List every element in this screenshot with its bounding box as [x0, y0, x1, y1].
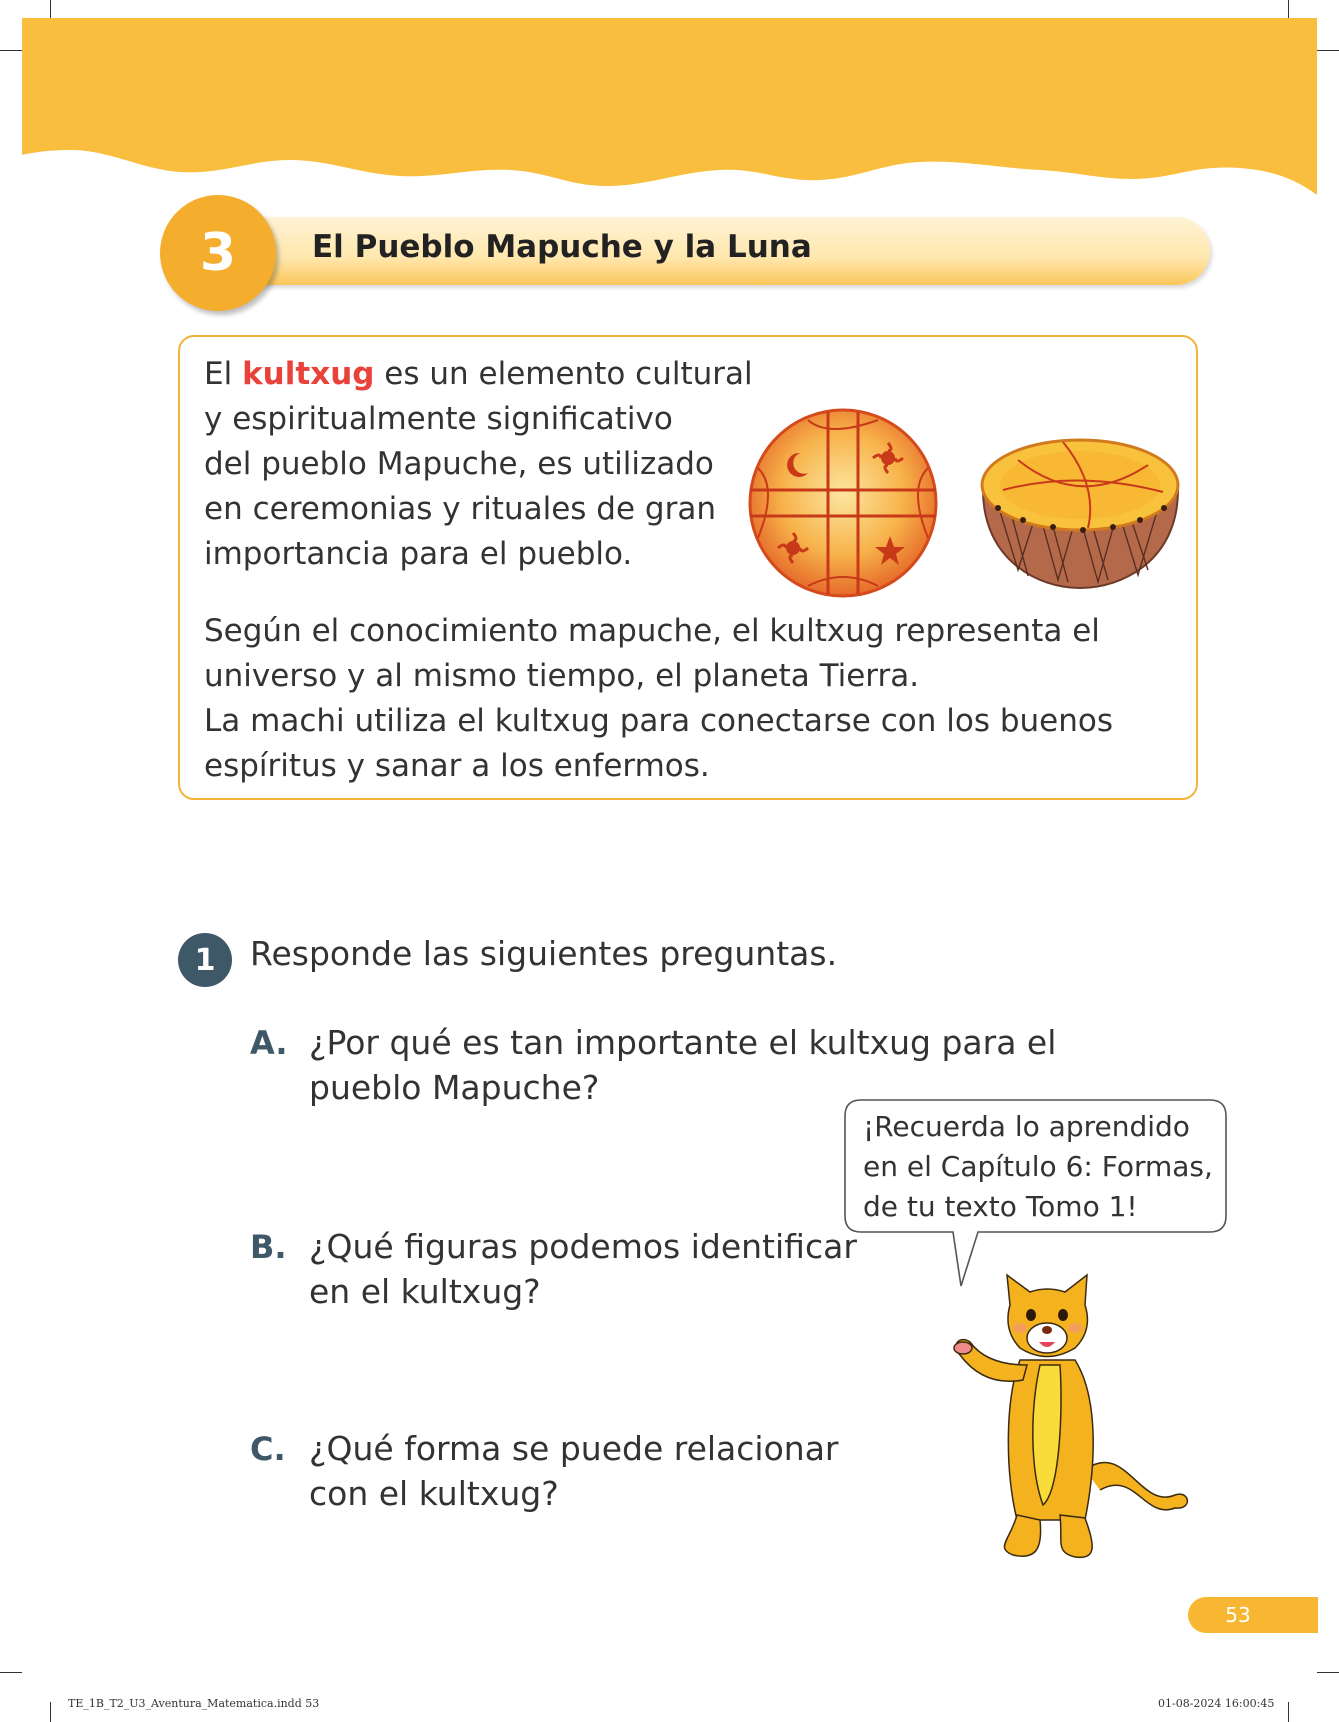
question-c — [309, 1426, 838, 1516]
bubble-line: de tu texto Tomo 1! — [863, 1190, 1138, 1223]
bubble-text — [863, 1107, 1213, 1227]
kultxug-drum-top-icon — [738, 408, 948, 598]
question-a — [309, 1020, 1056, 1110]
body-line: espíritus y sanar a los enfermos. — [204, 748, 710, 784]
section-header — [160, 195, 1220, 315]
puma-mascot-icon — [935, 1270, 1195, 1570]
body-line: La machi utiliza el kultxug para conectarse con los buenos — [204, 703, 1113, 739]
activity-number: 1 — [194, 942, 216, 978]
crop-mark — [1317, 1672, 1339, 1673]
intro-line: en ceremonias y rituales de gran — [204, 491, 716, 527]
section-number-badge — [160, 195, 276, 311]
question-line: ¿Qué forma se puede relacionar — [309, 1429, 839, 1468]
footer-file: TE_1B_T2_U3_Aventura_Matematica.indd 53 — [68, 1697, 320, 1710]
intro-line: y espiritualmente significativo — [204, 401, 673, 437]
section-title: El Pueblo Mapuche y la Luna — [312, 229, 812, 265]
top-banner — [0, 0, 1339, 220]
intro-line: importancia para el pueblo. — [204, 536, 633, 572]
intro-line-text: es un elemento cultural — [374, 356, 753, 392]
crop-mark — [50, 1702, 51, 1722]
intro-paragraph — [204, 352, 753, 577]
bubble-line: ¡Recuerda lo aprendido — [863, 1110, 1190, 1143]
intro-line: del pueblo Mapuche, es utilizado — [204, 446, 714, 482]
question-letter-a: A. — [250, 1024, 288, 1062]
body-line: Según el conocimiento mapuche, el kultxug representa el — [204, 613, 1100, 649]
kultxug-drum-side-icon — [978, 430, 1183, 590]
question-line: en el kultxug? — [309, 1272, 541, 1311]
highlight-term: kultxug — [242, 356, 375, 392]
body-paragraph — [204, 609, 1113, 789]
crop-mark — [1288, 1702, 1289, 1722]
question-line: pueblo Mapuche? — [309, 1068, 600, 1107]
page-number: 53 — [1225, 1603, 1251, 1627]
body-line: universo y al mismo tiempo, el planeta Tierra. — [204, 658, 920, 694]
question-line: ¿Qué figuras podemos identificar — [309, 1227, 857, 1266]
question-b — [309, 1224, 857, 1314]
bubble-line: en el Capítulo 6: Formas, — [863, 1150, 1213, 1183]
crop-mark — [0, 1672, 22, 1673]
question-letter-c: C. — [250, 1430, 286, 1468]
activity-number-badge — [178, 933, 232, 987]
footer-datetime: 01-08-2024 16:00:45 — [1158, 1697, 1275, 1710]
intro-word: El — [204, 356, 233, 392]
activity-instruction: Responde las siguientes preguntas. — [250, 934, 838, 973]
intro-line — [204, 352, 753, 397]
question-letter-b: B. — [250, 1228, 287, 1266]
question-line: con el kultxug? — [309, 1474, 559, 1513]
section-number: 3 — [199, 223, 237, 283]
question-line: ¿Por qué es tan importante el kultxug para el — [309, 1023, 1057, 1062]
